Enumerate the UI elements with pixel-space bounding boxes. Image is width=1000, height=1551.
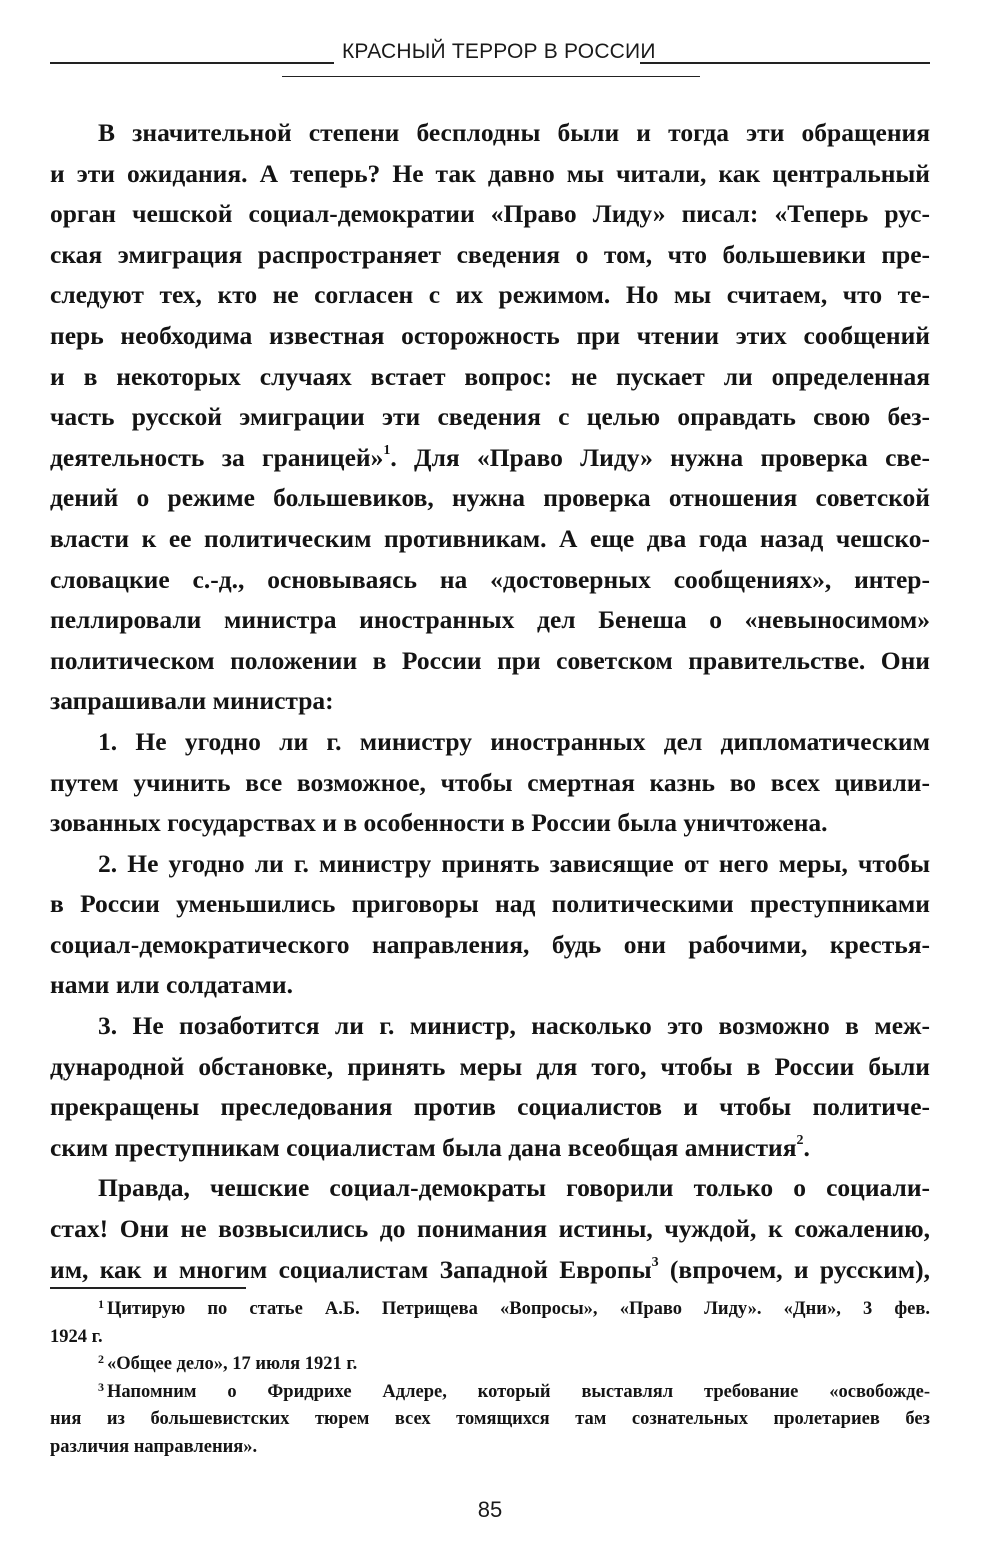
footnote-reference[interactable]: 3 — [651, 1255, 659, 1271]
text-line-content: перь необходима известная осторожность при чтении этих сообщений — [50, 320, 930, 350]
main-text — [50, 113, 930, 1290]
footnote-text: Цитирую по статье А.Б. Петрищева «Вопросы», «Право Лиду». «Дни», 3 фев. — [107, 1299, 930, 1319]
text-line — [50, 1250, 930, 1291]
text-line — [50, 884, 930, 925]
page-number: 85 — [477, 1497, 503, 1522]
text-line-content: ская эмиграция распространяет сведения о том, что большевики пре- — [50, 239, 930, 269]
text-line — [50, 275, 930, 316]
footnote-line — [50, 1434, 930, 1462]
text-line-content: деятельность за границей» — [50, 442, 384, 472]
running-head — [50, 38, 930, 78]
text-line — [50, 1209, 930, 1250]
text-line-content: ским преступникам социалистам была дана всеобщая амнистия — [50, 1132, 797, 1162]
text-line-content: 2. Не угодно ли г. министру принять зависящие от него меры, чтобы — [98, 848, 930, 878]
footnote-text: Напомним о Фридрихе Адлере, который выставлял требование «освобожде- — [107, 1381, 930, 1402]
text-line-content: пеллировали министра иностранных дел Бенеша о «невыносимом» — [50, 605, 930, 635]
text-line — [50, 844, 930, 885]
text-line-content: часть русской эмиграции эти сведения с целью оправдать свою без- — [50, 402, 930, 432]
text-line — [50, 438, 930, 479]
book-page — [50, 0, 930, 1551]
text-line — [50, 235, 930, 276]
text-line-content: 1. Не угодно ли г. министру иностранных дел дипломатическим — [98, 726, 930, 756]
text-line — [50, 478, 930, 519]
footnote-text: ния из большевистских тюрем всех томящихся там сознательных пролетариев без — [50, 1409, 930, 1429]
text-line-content: политическом положении в России при советском правительстве. Они — [50, 645, 930, 675]
text-line-content: нами или солдатами. — [50, 970, 293, 1000]
text-line — [50, 397, 930, 438]
text-line-content: В значительной степени бесплодны были и тогда эти обращения — [98, 118, 930, 147]
footnote-reference[interactable]: 2 — [796, 1133, 804, 1149]
footnote-line — [50, 1351, 930, 1379]
text-line-content: запрашивали министра: — [50, 686, 334, 716]
text-line — [50, 113, 930, 154]
text-line-content: Правда, чешские социал-демократы говорили только о социали- — [98, 1173, 930, 1203]
text-line — [50, 1006, 930, 1047]
running-head-title: КРАСНЫЙ ТЕРРОР В РОССИИ — [342, 40, 656, 63]
footnote-separator — [50, 1287, 246, 1289]
text-line — [50, 357, 930, 398]
text-line-content: следуют тех, кто не согласен с их режимом. Но мы считаем, что те- — [50, 280, 930, 310]
text-line-content: прекращены преследования против социалистов и чтобы политиче- — [50, 1092, 930, 1122]
text-line — [50, 763, 930, 804]
footnote-line — [50, 1406, 930, 1434]
text-line — [50, 600, 930, 641]
footnote-line — [50, 1379, 930, 1407]
text-line — [50, 316, 930, 357]
text-line-content: социал-демократического направления, будь они рабочими, крестья- — [50, 929, 930, 959]
text-line — [50, 722, 930, 763]
text-line — [50, 681, 930, 722]
text-line-content: зованных государствах и в особенности в России была уничтожена. — [50, 808, 828, 838]
text-line-content: стах! Они не возвысились до понимания истины, чуждой, к сожалению, — [50, 1214, 930, 1244]
running-head-underline — [282, 76, 700, 77]
footnote-number: 1 — [98, 1297, 104, 1311]
text-line — [50, 1047, 930, 1088]
running-head-rule-left — [50, 62, 334, 64]
text-line — [50, 1087, 930, 1128]
footnote-reference[interactable]: 1 — [383, 443, 391, 459]
text-line-content: власти к ее политическим противникам. А еще два года назад чешско- — [50, 523, 930, 553]
text-line — [50, 519, 930, 560]
text-line-content: дений о режиме большевиков, нужна проверка отношения советской — [50, 483, 930, 513]
text-line-content: 3. Не позаботится ли г. министр, насколько это возможно в меж- — [98, 1011, 930, 1041]
text-line — [50, 965, 930, 1006]
footnote-text: 1924 г. — [50, 1326, 103, 1347]
footnote-line — [50, 1324, 930, 1352]
footnote-text: различия направления». — [50, 1436, 258, 1457]
text-line — [50, 803, 930, 844]
text-line-content: дународной обстановке, принять меры для того, чтобы в России были — [50, 1051, 930, 1081]
text-line-content: орган чешской социал-демократии «Право Лиду» писал: «Теперь рус- — [50, 199, 930, 229]
footnote-line — [50, 1296, 930, 1324]
footnote-text: «Общее дело», 17 июля 1921 г. — [107, 1354, 358, 1374]
text-line — [50, 154, 930, 195]
text-line — [50, 1168, 930, 1209]
footnotes — [50, 1296, 930, 1461]
text-line-content: в России уменьшились приговоры над политическими преступниками — [50, 889, 930, 919]
text-line — [50, 194, 930, 235]
text-line-tail: . — [803, 1132, 810, 1162]
text-line — [50, 925, 930, 966]
text-line-tail: (впрочем, и русским), — [658, 1254, 930, 1284]
footnote-number: 2 — [98, 1352, 104, 1366]
text-line-content: путем учинить все возможное, чтобы смертная казнь во всех цивили- — [50, 767, 930, 797]
text-line — [50, 1128, 930, 1169]
text-line-content: и в некоторых случаях встает вопрос: не пускает ли определенная — [50, 361, 930, 391]
text-line-content: им, как и многим социалистам Западной Европы — [50, 1254, 652, 1284]
text-line-tail: . Для «Право Лиду» нужна проверка све- — [390, 442, 930, 472]
text-line-content: и эти ожидания. А теперь? Не так давно мы читали, как центральный — [50, 158, 930, 188]
text-line-content: словацкие с.-д., основываясь на «достоверных сообщениях», интер- — [50, 564, 930, 594]
running-head-rule-right — [640, 62, 930, 64]
text-line — [50, 560, 930, 601]
text-line — [50, 641, 930, 682]
footnote-number: 3 — [98, 1379, 104, 1394]
